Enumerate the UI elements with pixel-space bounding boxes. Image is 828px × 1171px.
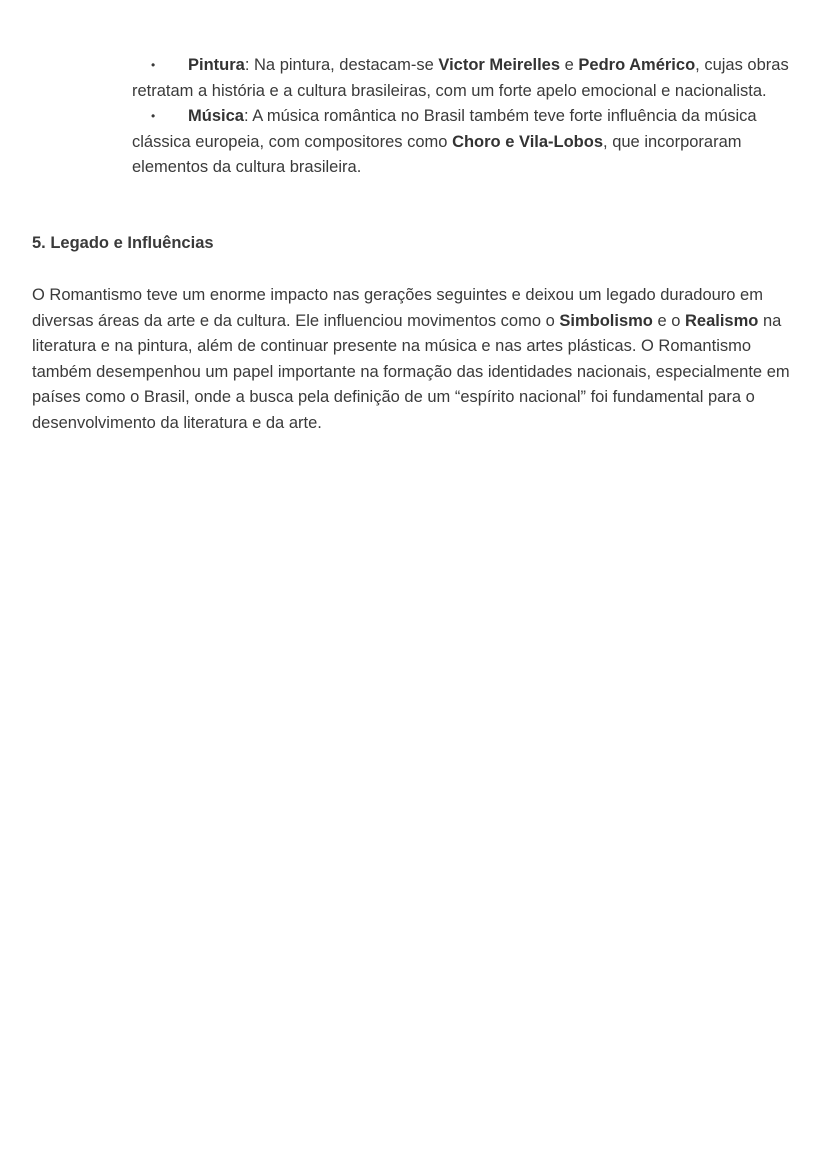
section-paragraph: O Romantismo teve um enorme impacto nas gerações seguintes e deixou um legado duradouro em diversas áreas da arte e da cultura. Ele influenciou movimentos como o Simbolismo e o Realismo na literatura e na pintura, além de continuar presente na música e nas artes plásticas. O Romantismo também desempenhou um papel importante na formação das identidades nacionais, especialmente em países como o Brasil, onde a busca pela definição de um “espírito nacional” foi fundamental para o desenvolvimento da literatura e da arte. [32, 286, 790, 432]
list-item-pintura: • Pintura: Na pintura, destacam-se Victor Meirelles e Pedro Américo, cujas obras retratam a história e a cultura brasileiras, com um forte apelo emocional e nacionalista. [132, 53, 792, 104]
term-pintura: Pintura [188, 56, 245, 74]
name-pedro-americo: Pedro Américo [578, 56, 696, 74]
name-victor-meirelles: Victor Meirelles [438, 56, 561, 74]
term-simbolismo: Simbolismo [559, 311, 653, 330]
term-musica: Música [188, 107, 244, 125]
bullet-list [132, 53, 792, 181]
bullet-dot-icon: • [151, 109, 156, 123]
list-item-musica: • Música: A música romântica no Brasil também teve forte influência da música clássica europeia, com compositores como Choro e Vila-Lobos, que incorporaram elementos da cultura brasileira. [132, 104, 792, 181]
term-realismo: Realismo [684, 311, 759, 330]
name-choro-vila-lobos: Choro e Vila-Lobos [452, 132, 604, 151]
bullet-dot-icon: • [151, 58, 156, 72]
section-heading: 5. Legado e Influências [32, 234, 214, 252]
